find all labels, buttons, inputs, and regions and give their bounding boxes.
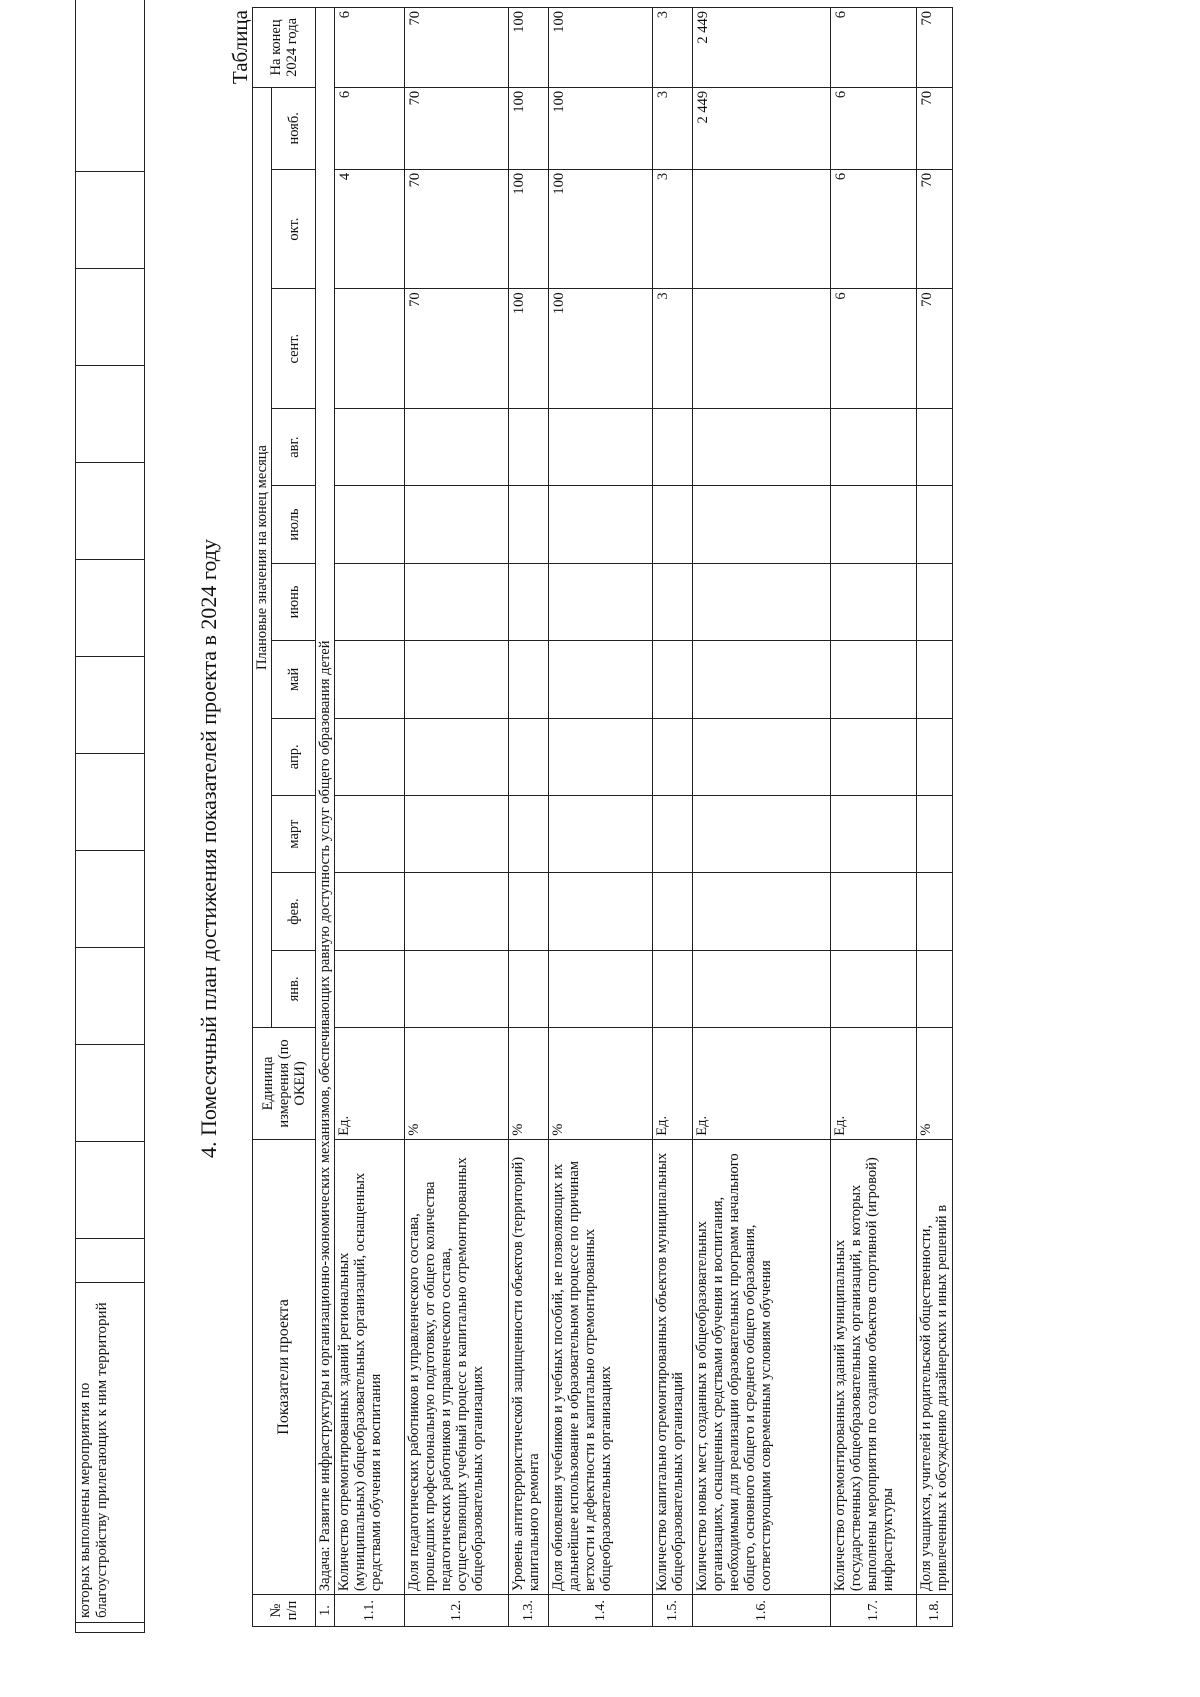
- value-year-end: 70: [917, 8, 953, 88]
- row-indicator: Доля педагогических работников и управленческого состава, прошедших профессиональную подготовку, от общего количества педагогических работников и управленческого состава, осуществляющих учебный процесс в капитально отремонтированных общеобразовательных организациях: [405, 1139, 509, 1594]
- row-indicator: Доля учащихся, учителей и родительской общественности, привлеченных к обсуждению дизайнерских и иных решений в: [917, 1139, 953, 1594]
- task-text: Задача: Развитие инфраструктуры и организационно-экономических механизмов, обеспечивающих равную доступность услуг общего образования детей: [316, 8, 335, 1595]
- value-sep: 70: [917, 289, 953, 409]
- header-month: нояб.: [272, 87, 316, 169]
- value-nov: 100: [509, 87, 549, 169]
- row-unit: Ед.: [831, 1028, 917, 1140]
- header-month: апр.: [272, 718, 316, 795]
- value-oct: 70: [405, 169, 509, 289]
- row-indicator: Доля обновления учебников и учебных пособий, не позволяющих их дальнейшее использование в образовательном процессе по причинам ветхости и дефектности в капитально отремонтированных общеобразовательных организациях: [549, 1139, 653, 1594]
- header-month: март: [272, 795, 316, 872]
- value-sep: [693, 289, 831, 409]
- value-nov: 70: [917, 87, 953, 169]
- table-row: [693, 8, 831, 1627]
- table-row: [831, 8, 917, 1627]
- row-indicator: Количество отремонтированных зданий муниципальных (государственных) общеобразовательных организаций, в которых выполнены мероприятия по созданию объектов спортивной (игровой) инфраструктуры: [831, 1139, 917, 1594]
- row-num: 1.4.: [549, 1595, 653, 1627]
- value-oct: 6: [831, 169, 917, 289]
- table-row: [549, 8, 653, 1627]
- row-unit: %: [405, 1028, 509, 1140]
- row-indicator: Количество отремонтированных зданий региональных (муниципальных) общеобразовательных организаций, оснащенных средствами обучения и воспитания: [335, 1139, 405, 1594]
- row-num: 1.6.: [693, 1595, 831, 1627]
- table-row: [509, 8, 549, 1627]
- header-month: янв.: [272, 950, 316, 1027]
- value-oct: 100: [509, 169, 549, 289]
- value-year-end: 100: [509, 8, 549, 88]
- row-num: 1.1.: [335, 1595, 405, 1627]
- row-indicator: Уровень антитеррористической защищенности объектов (территорий) капитального ремонта: [509, 1139, 549, 1594]
- row-unit: Ед.: [693, 1028, 831, 1140]
- value-nov: 100: [549, 87, 653, 169]
- header-plan-group: Плановые значения на конец месяца: [253, 87, 272, 1027]
- row-num: 1.7.: [831, 1595, 917, 1627]
- table-row: [76, 0, 145, 1633]
- header-month: май: [272, 641, 316, 718]
- value-nov: 6: [831, 87, 917, 169]
- header-unit: Единица измерения (по ОКЕИ): [253, 1028, 316, 1140]
- previous-table-fragment: [75, 0, 145, 1633]
- table-row: [405, 8, 509, 1627]
- header-month: сент.: [272, 289, 316, 409]
- value-sep: 3: [653, 289, 693, 409]
- value-sep: 100: [549, 289, 653, 409]
- value-oct: 4: [335, 169, 405, 289]
- value-nov: 3: [653, 87, 693, 169]
- header-num: № п/п: [253, 1595, 316, 1627]
- row-num: 1.5.: [653, 1595, 693, 1627]
- header-year-end: На конец 2024 года: [253, 8, 316, 88]
- section-title: 4. Помесячный план достижения показателей проекта в 2024 году: [196, 539, 221, 1158]
- value-year-end: 70: [405, 8, 509, 88]
- value-oct: 100: [549, 169, 653, 289]
- row-num: 1.8.: [917, 1595, 953, 1627]
- row-unit: %: [509, 1028, 549, 1140]
- value-year-end: 6: [335, 8, 405, 88]
- header-month: авг.: [272, 408, 316, 485]
- value-year-end: 6: [831, 8, 917, 88]
- value-year-end: 3: [653, 8, 693, 88]
- header-month: окт.: [272, 169, 316, 289]
- row-num: 1.2.: [405, 1595, 509, 1627]
- table-row: [653, 8, 693, 1627]
- row-unit: %: [917, 1028, 953, 1140]
- task-row: [316, 8, 335, 1627]
- header-row: [253, 8, 272, 1627]
- value-oct: [693, 169, 831, 289]
- value-oct: 70: [917, 169, 953, 289]
- row-num: 1.3.: [509, 1595, 549, 1627]
- task-num: 1.: [316, 1595, 335, 1627]
- row-unit: %: [549, 1028, 653, 1140]
- value-year-end: 2 449: [693, 8, 831, 88]
- value-nov: 6: [335, 87, 405, 169]
- header-indicator: Показатели проекта: [253, 1139, 316, 1594]
- value-sep: 70: [405, 289, 509, 409]
- table-row: [335, 8, 405, 1627]
- monthly-plan-table: [252, 7, 953, 1627]
- row-indicator: Количество новых мест, созданных в общеобразовательных организациях, оснащенных средствами обучения и воспитания, необходимыми для реализации образовательных программ начального общего, основного общего и среднего общего образования, соответствующими современным условиям обучения: [693, 1139, 831, 1594]
- value-oct: 3: [653, 169, 693, 289]
- value-nov: 2 449: [693, 87, 831, 169]
- header-month: июнь: [272, 563, 316, 640]
- table-row: [917, 8, 953, 1627]
- row-unit: Ед.: [335, 1028, 405, 1140]
- header-month: фев.: [272, 873, 316, 950]
- header-month: июль: [272, 486, 316, 563]
- value-nov: 70: [405, 87, 509, 169]
- row-unit: Ед.: [653, 1028, 693, 1140]
- value-sep: 100: [509, 289, 549, 409]
- table-caption: Таблица: [228, 10, 252, 85]
- row-indicator: Количество капитально отремонтированных объектов муниципальных общеобразовательных организаций: [653, 1139, 693, 1594]
- value-year-end: 100: [549, 8, 653, 88]
- prev-fragment-text: которых выполнены мероприятия по благоустройству прилегающих к ним территорий: [76, 1283, 145, 1623]
- value-sep: [335, 289, 405, 409]
- value-sep: 6: [831, 289, 917, 409]
